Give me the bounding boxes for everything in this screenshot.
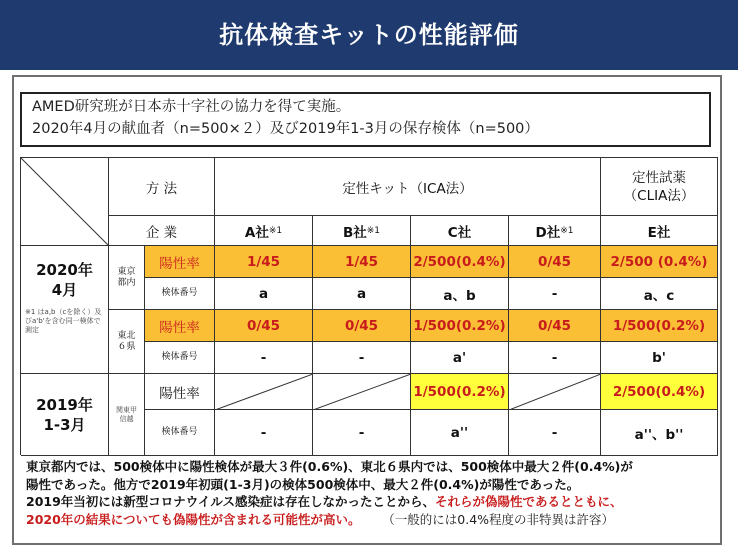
period-2019-month: 1-3月 xyxy=(43,415,86,434)
tohoku-sample-d: - xyxy=(509,342,601,374)
period-2020-year: 2020年 xyxy=(36,261,93,279)
kanto-sample-label: 検体番号 xyxy=(145,410,215,456)
tohoku-positivity-d: 0/45 xyxy=(509,310,601,342)
summary-line-4 xyxy=(26,511,716,529)
company-e: E社 xyxy=(601,216,718,246)
summary-emphasis-1: それらが偽陽性であるとともに、 xyxy=(435,494,623,509)
region-tohoku: 東北６県 xyxy=(109,310,145,374)
company-d: D社 ※1 xyxy=(509,216,601,246)
clia-header-line-2: （CLIA法） xyxy=(623,187,695,204)
kanto-sample-c: a'' xyxy=(411,410,509,456)
ica-kit-header: 定性キット（ICA法） xyxy=(215,158,601,216)
summary-text xyxy=(26,458,716,528)
title-banner xyxy=(0,0,738,70)
tokyo-sample-label: 検体番号 xyxy=(145,278,215,310)
summary-note: （一般的には0.4%程度の非特異は許容） xyxy=(388,511,615,527)
intro-box xyxy=(20,92,711,147)
kanto-sample-a: - xyxy=(215,410,313,456)
company-b: B社 ※1 xyxy=(313,216,411,246)
clia-header-line-1: 定性試薬 xyxy=(632,169,686,186)
company-c: C社 xyxy=(411,216,509,246)
method-header: 方 法 xyxy=(109,158,215,216)
summary-line-1: 東京都内では、500検体中に陽性検体が最大３件(0.6%)、東北６県内では、500検体中最大２件(0.4%)が xyxy=(26,459,633,474)
intro-line-1: AMED研究班が日本赤十字社の協力を得て実施。 xyxy=(32,99,351,115)
kanto-sample-d: - xyxy=(509,410,601,456)
summary-emphasis-2: 2020年の結果についても偽陽性が含まれる可能性が高い。 xyxy=(26,511,361,527)
kanto-positivity-label: 陽性率 xyxy=(145,374,215,410)
tohoku-sample-a: - xyxy=(215,342,313,374)
tokyo-sample-b: a xyxy=(313,278,411,310)
tohoku-sample-e: b' xyxy=(601,342,718,374)
tohoku-positivity-b: 0/45 xyxy=(313,310,411,342)
kanto-positivity-c: 1/500(0.2%) xyxy=(411,374,509,410)
page-title: 抗体検査キットの性能評価 xyxy=(219,21,519,49)
summary-line-3: 2019年当初には新型コロナウイルス感染症は存在しなかったことから、それらが偽陽性であるとともに、 xyxy=(26,494,623,509)
corner-cell xyxy=(21,158,109,246)
period-2020 xyxy=(21,246,109,374)
company-header: 企 業 xyxy=(109,216,215,246)
tohoku-positivity-c: 1/500(0.2%) xyxy=(411,310,509,342)
period-2020-note: ※1 はa,b（cを除く）及びa'b'を含む同一検体で測定 xyxy=(25,308,102,334)
tokyo-positivity-label: 陽性率 xyxy=(145,246,215,278)
kanto-sample-e: a''、b'' xyxy=(601,410,718,456)
diagonal-slash xyxy=(509,374,601,410)
tohoku-sample-b: - xyxy=(313,342,411,374)
summary-line-2: 陽性であった。他方で2019年初頭(1-3月)の検体500検体中、最大２件(0.4%)が陽性であった。 xyxy=(26,476,580,492)
results-table xyxy=(20,157,718,455)
tohoku-positivity-label: 陽性率 xyxy=(145,310,215,342)
tokyo-positivity-c: 2/500(0.4%) xyxy=(411,246,509,278)
company-a: A社 ※1 xyxy=(215,216,313,246)
tokyo-positivity-d: 0/45 xyxy=(509,246,601,278)
tokyo-positivity-a: 1/45 xyxy=(215,246,313,278)
corner-diagonal xyxy=(21,158,109,246)
kanto-sample-b: - xyxy=(313,410,411,456)
intro-line-2: 2020年4月の献血者（n=500×２）及び2019年1-3月の保存検体（n=500） xyxy=(32,121,539,137)
region-kanto: 関東甲信越 xyxy=(109,374,145,456)
diagonal-slash xyxy=(215,374,313,410)
period-2019-year: 2019年 xyxy=(36,395,93,414)
kanto-positivity-a xyxy=(215,374,313,410)
tohoku-positivity-e: 1/500(0.2%) xyxy=(601,310,718,342)
tokyo-sample-a: a xyxy=(215,278,313,310)
tokyo-sample-c: a、b xyxy=(411,278,509,310)
diagonal-slash xyxy=(313,374,411,410)
region-tokyo: 東京都内 xyxy=(109,246,145,310)
kanto-positivity-b xyxy=(313,374,411,410)
kanto-positivity-d xyxy=(509,374,601,410)
tohoku-sample-c: a' xyxy=(411,342,509,374)
period-2020-month: 4月 xyxy=(51,281,78,299)
tokyo-positivity-b: 1/45 xyxy=(313,246,411,278)
kanto-positivity-e: 2/500(0.4%) xyxy=(601,374,718,410)
tokyo-positivity-e: 2/500 (0.4%) xyxy=(601,246,718,278)
clia-header xyxy=(601,158,718,216)
tohoku-sample-label: 検体番号 xyxy=(145,342,215,374)
period-2019 xyxy=(21,374,109,456)
tohoku-positivity-a: 0/45 xyxy=(215,310,313,342)
tokyo-sample-e: a、c xyxy=(601,278,718,310)
tokyo-sample-d: - xyxy=(509,278,601,310)
